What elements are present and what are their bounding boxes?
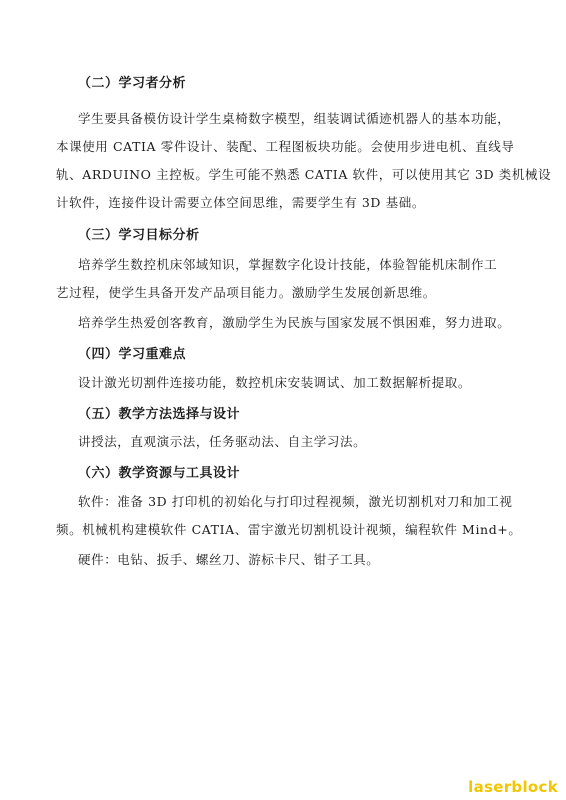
paragraph-line: 培养学生数控机床邻域知识，掌握数字化设计技能，体验智能机床制作工 <box>78 257 498 272</box>
paragraph-line: 艺过程，使学生具备开发产品项目能力。激励学生发展创新思维。 <box>56 285 436 300</box>
paragraph-line: 培养学生热爱创客教育，激励学生为民族与国家发展不惧困难，努力进取。 <box>78 315 511 330</box>
section-heading-teaching-methods: （五）教学方法选择与设计 <box>78 407 241 422</box>
section-heading-resources: （六）教学资源与工具设计 <box>78 466 241 481</box>
paragraph-line: 设计激光切割件连接功能，数控机床安装调试、加工数据解析提取。 <box>78 375 472 390</box>
section-heading-key-difficulties: （四）学习重难点 <box>78 347 187 362</box>
paragraph-line: 计软件，连接件设计需要立体空间思维，需要学生有 3D 基础。 <box>56 195 425 210</box>
laserblock-watermark-logo: laserblock <box>468 778 558 796</box>
paragraph-line: 轨、ARDUINO 主控板。学生可能不熟悉 CATIA 软件，可以使用其它 3D 类机械设 <box>56 167 552 182</box>
section-heading-learner-analysis: （二）学习者分析 <box>78 76 187 91</box>
paragraph-line-software: 软件：准备 3D 打印机的初始化与打印过程视频，激光切割机对刀和加工视 <box>78 494 513 509</box>
paragraph-line: 学生要具备模仿设计学生桌椅数字模型，组装调试循迹机器人的基本功能， <box>78 111 511 126</box>
paragraph-line-hardware: 硬件：电钻、扳手、螺丝刀、游标卡尺、钳子工具。 <box>78 552 380 567</box>
paragraph-line: 本课使用 CATIA 零件设计、装配、工程图板块功能。会使用步进电机、直线导 <box>56 139 515 154</box>
section-heading-goal-analysis: （三）学习目标分析 <box>78 228 200 243</box>
paragraph-line-software: 频。机械机构建模软件 CATIA、雷宇激光切割机设计视频，编程软件 Mind+。 <box>56 522 522 537</box>
paragraph-line: 讲授法，直观演示法，任务驱动法、自主学习法。 <box>78 434 367 449</box>
